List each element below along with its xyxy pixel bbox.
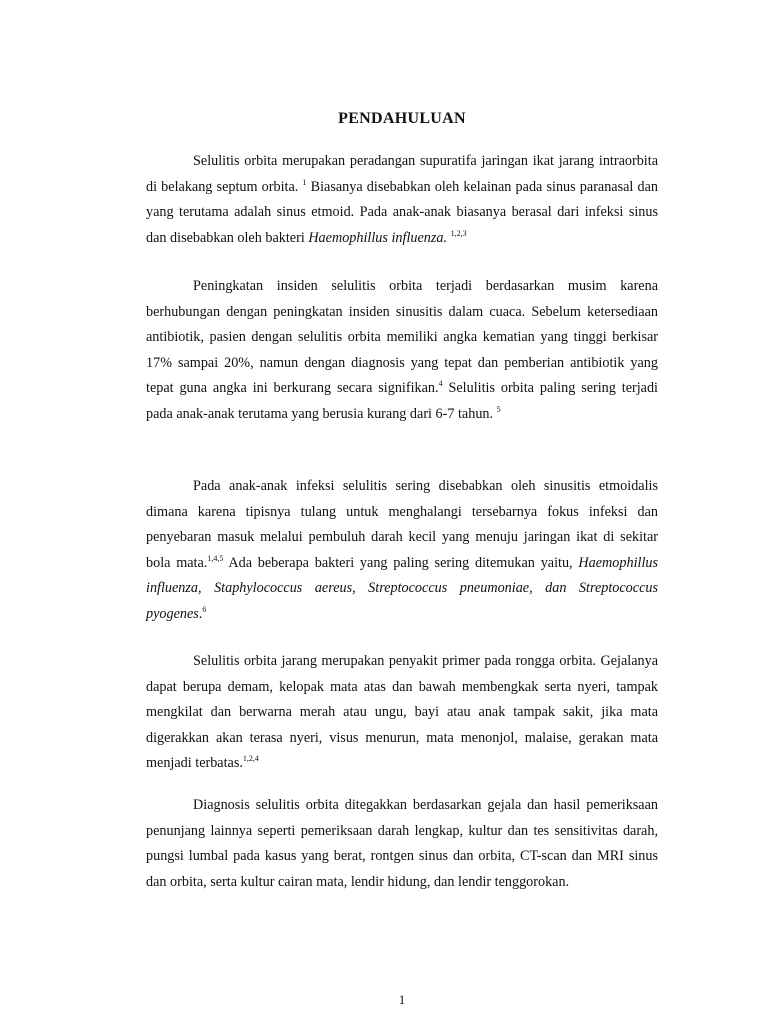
paragraph-4-text: Selulitis orbita jarang merupakan penyakit primer pada rongga orbita. Gejalanya dapat berupa demam, kelopak mata atas dan bawah membengkak serta nyeri, tampak mengkilat dan berwarna merah atau ungu, bayi atau anak tampak sakit, jika mata digerakkan akan terasa nyeri, visus menurun, mata menonjol, malaise, gerakan mata menjadi terbatas. bbox=[146, 653, 658, 771]
paragraph-1 bbox=[146, 149, 658, 251]
paragraph-1-text-a: Selulitis orbita merupakan peradangan supuratifa jaringan ikat jarang intraorbita di belakang septum orbita. bbox=[146, 153, 658, 195]
paragraph-3-text-c: . bbox=[198, 605, 203, 622]
paragraph-4 bbox=[146, 649, 658, 777]
paragraph-3 bbox=[146, 474, 658, 627]
footnote-ref: 1,2,4 bbox=[242, 754, 259, 763]
page-title: PENDAHULUAN bbox=[338, 110, 466, 127]
footnote-ref: 1 bbox=[302, 177, 307, 187]
paragraph-2 bbox=[146, 274, 658, 427]
paragraph-5-text: Diagnosis selulitis orbita ditegakkan berdasarkan gejala dan hasil pemeriksaan penunjang lainnya seperti pemeriksaan darah lengkap, kultur dan tes sensitivitas darah, pungsi lumbal pada kasus yang berat, rontgen sinus dan orbita, CT-scan dan MRI sinus dan orbita, serta kultur cairan mata, lendir hidung, dan lendir tenggorokan. bbox=[146, 797, 658, 890]
species-names: Haemophillus influenza, Staphylococcus aereus, Streptococcus pneumoniae, dan Streptococcus pyogenes bbox=[146, 554, 659, 622]
footnote-ref: 6 bbox=[202, 604, 207, 614]
paragraph-2-text-a: Peningkatan insiden selulitis orbita terjadi berdasarkan musim karena berhubungan dengan peningkatan insiden sinusitis dalam cuaca. Sebelum ketersediaan antibiotik, pasien dengan selulitis orbita memiliki angka kematian yang tinggi berkisar 17% sampai 20%, namun dengan diagnosis yang tepat dan pemberian antibiotik yang tepat guna angka ini berkurang secara signifikan. bbox=[146, 278, 658, 396]
footnote-ref: 4 bbox=[438, 379, 443, 388]
paragraph-1-text-b: Biasanya disebabkan oleh kelainan pada sinus paranasal dan yang terutama adalah sinus etmoid. Pada anak-anak biasanya berasal dari infeksi sinus dan disebabkan oleh bakteri bbox=[146, 178, 659, 246]
species-name: Haemophillus influenza. bbox=[308, 229, 448, 246]
paragraph-5 bbox=[146, 793, 658, 895]
paragraph-3-text-a: Pada anak-anak infeksi selulitis sering disebabkan oleh sinusitis etmoidalis dimana karena tipisnya tulang untuk menghalangi tersebarnya fokus infeksi dan penyebaran masuk melalui pembuluh darah kecil yang menuju jaringan ikat di sekitar bola mata. bbox=[146, 478, 658, 571]
paragraph-2-text-b: Selulitis orbita paling sering terjadi pada anak-anak terutama yang berusia kurang dari 6-7 tahun. bbox=[146, 380, 658, 422]
footnote-ref: 5 bbox=[496, 404, 501, 414]
footnote-ref: 1,2,3 bbox=[450, 228, 467, 238]
footnote-ref: 1,4,5 bbox=[207, 553, 224, 563]
page-number: 1 bbox=[398, 992, 406, 1007]
paragraph-3-text-b: Ada beberapa bakteri yang paling sering ditemukan yaitu, bbox=[223, 554, 579, 571]
